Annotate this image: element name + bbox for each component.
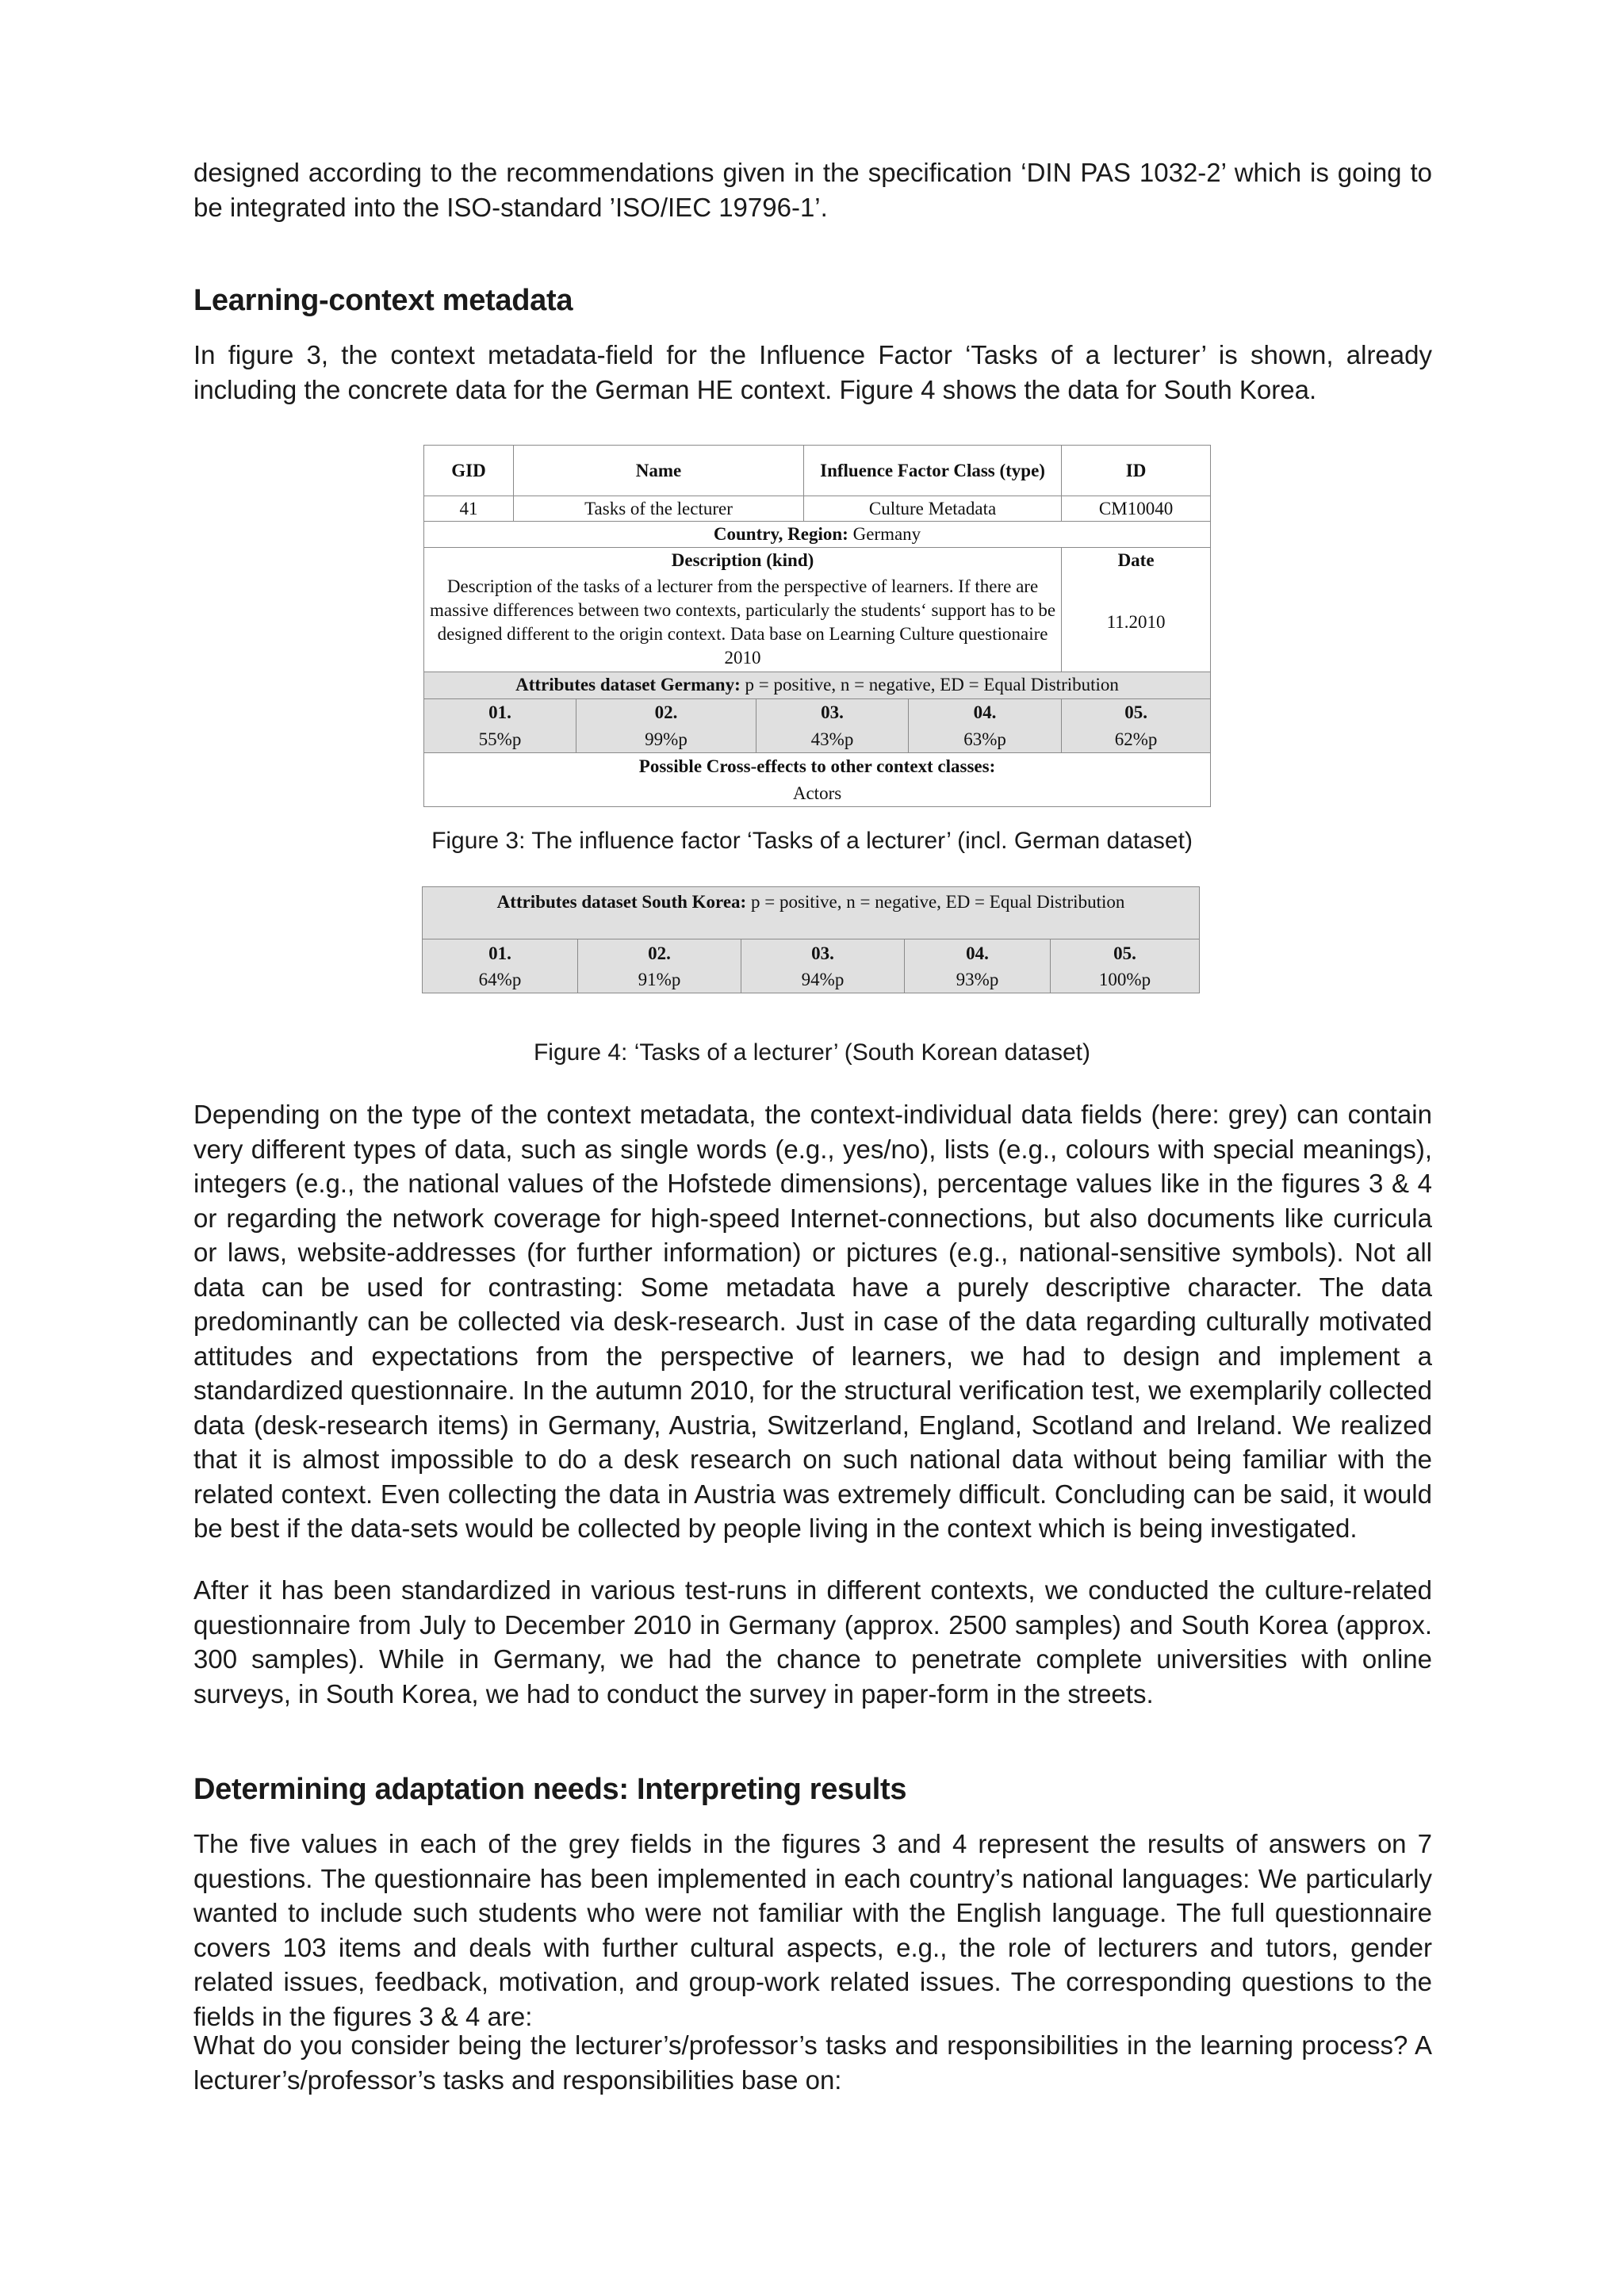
cell-class: Culture Metadata [804,496,1062,522]
value-04: 63%p [909,727,1062,752]
attributes-korea-label: Attributes dataset South Korea: [496,892,747,912]
cell-id: CM10040 [1062,496,1211,522]
header-id: ID [1062,446,1211,496]
attributes-korea-row [423,887,1200,939]
figure-4-table [422,886,1199,993]
kr-col-label-01: 01. [423,939,578,968]
header-name: Name [514,446,804,496]
col-label-01: 01. [424,698,576,727]
kr-col-label-05: 05. [1051,939,1200,968]
figure-4-caption: Figure 4: ‘Tasks of a lecturer’ (South Korean dataset) [533,1039,1090,1066]
value-01: 55%p [424,727,576,752]
cell-name: Tasks of the lecturer [514,496,804,522]
figure-3-table [423,445,1210,807]
header-class: Influence Factor Class (type) [804,446,1062,496]
kr-col-label-02: 02. [578,939,741,968]
figure-3-caption: Figure 3: The influence factor ‘Tasks of a lecturer’ (incl. German dataset) [431,828,1193,854]
col-label-02: 02. [576,698,756,727]
kr-value-04: 93%p [905,968,1051,993]
section-heading-learning-context: Learning-context metadata [193,284,573,317]
kr-value-03: 94%p [741,968,905,993]
date-label: Date [1062,548,1211,573]
intro-paragraph: designed according to the recommendations given in the specification ‘DIN PAS 1032-2’ which is going to be integrated into the ISO-standard ’ISO/IEC 19796-1’. [193,158,1432,222]
section1-paragraph: In figure 3, the context metadata-field for the Influence Factor ‘Tasks of a lecturer’ is shown, already including the concrete data for the German HE context. Figure 4 shows the data for South Korea. [193,340,1432,404]
col-label-04: 04. [909,698,1062,727]
attributes-korea-legend: p = positive, n = negative, ED = Equal Distribution [750,892,1125,912]
col-label-05: 05. [1062,698,1211,727]
body-paragraph-1: Depending on the type of the context metadata, the context-individual data fields (here: grey) can contain very different types of data, such as single words (e.g., yes/no), lists (e.g., colours with special meanings), integers (e.g., the national values of the Hofstede dimensions), percentage values like in the figures 3 & 4 or regarding the network coverage for high-speed Internet-connections, but also documents like curricula or laws, website-addresses (for further information) or pictures (e.g., national-sensitive symbols). Not all data can be used for contrasting: Some metadata have a purely descriptive character. The data predominantly can be collected via desk-research. Just in case of the data regarding culturally motivated attitudes and expectations from the perspective of learners, we had to design and implement a standardized questionnaire. In the autumn 2010, for the structural verification test, we exemplarily collected data (desk-research items) in Germany, Austria, Switzerland, England, Scotland and Ireland. We realized that it is almost impossible to do a desk research on such national data without being familiar with the related context. Even collecting the data in Austria was extremely difficult. Concluding can be said, it would be best if the data-sets would be collected by people living in the context which is being investigated. [193,1100,1432,1543]
influence-factor-table [423,445,1211,807]
body-paragraph-2: After it has been standardized in various test-runs in different contexts, we conducted the culture-related questionnaire from July to December 2010 in Germany (approx. 2500 samples) and South Korea (approx. 300 samples). While in Germany, we had the chance to penetrate complete universities with online surveys, in South Korea, we had to conduct the survey in paper-form in the streets. [193,1575,1432,1709]
kr-value-02: 91%p [578,968,741,993]
kr-value-01: 64%p [423,968,578,993]
description-text: Description of the tasks of a lecturer from the perspective of learners. If there are massive differences between two contexts, particularly the students‘ support has to be designed different to the origin context. Data base on Learning Culture questionaire 2010 [424,573,1062,672]
attributes-germany-label: Attributes dataset Germany: [515,675,741,695]
attributes-germany-legend: p = positive, n = negative, ED = Equal Distribution [745,675,1119,695]
south-korea-table [422,886,1200,993]
country-value: Germany [852,524,921,544]
country-row [424,522,1211,548]
section-heading-adaptation-needs: Determining adaptation needs: Interpreting results [193,1773,907,1806]
cross-effects-label: Possible Cross-effects to other context classes: [424,752,1211,781]
cell-gid: 41 [424,496,514,522]
value-03: 43%p [756,727,909,752]
attributes-germany-row [424,672,1211,698]
value-02: 99%p [576,727,756,752]
country-label: Country, Region: [713,524,848,544]
section2-paragraph-1: The five values in each of the grey fields in the figures 3 and 4 represent the results of answers on 7 questions. The questionnaire has been implemented in each country’s national languages: We particularly wanted to include such students who were not familiar with the English language. The full questionnaire covers 103 items and deals with further cultural aspects, e.g., the role of lecturers and tutors, gender related issues, feedback, motivation, and group-work related issues. The corresponding questions to the fields in the figures 3 & 4 are: [193,1829,1432,2031]
description-label: Description (kind) [424,548,1062,573]
section2-paragraph-2: What do you consider being the lecturer’s/professor’s tasks and responsibilities in the learning process? A lecturer’s/professor’s tasks and responsibilities base on: [193,2030,1432,2095]
header-gid: GID [424,446,514,496]
date-value: 11.2010 [1062,573,1211,672]
cross-effects-value: Actors [424,781,1211,806]
kr-col-label-03: 03. [741,939,905,968]
col-label-03: 03. [756,698,909,727]
kr-value-05: 100%p [1051,968,1200,993]
value-05: 62%p [1062,727,1211,752]
kr-col-label-04: 04. [905,939,1051,968]
